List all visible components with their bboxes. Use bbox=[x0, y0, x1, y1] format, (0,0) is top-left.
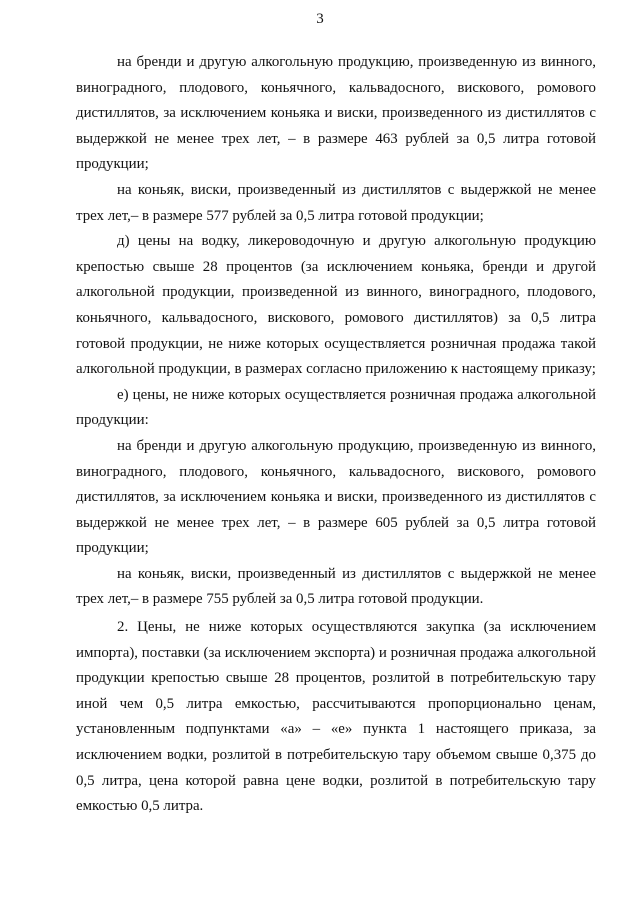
paragraph-vodka-prices: д) цены на водку, ликероводочную и другую алкогольную продукцию крепостью свыше 28 процентов (за исключением коньяка, бренди и другой алкогольной продукции, произведенной из винного, виноградного, плодового, коньячного, кальвадосного, вискового, ромового дистиллятов) за 0,5 литра готовой продукции, не ниже которых осуществляется розничная продажа такой алкогольной продукции, в размерах согласно приложению к настоящему приказу; bbox=[76, 233, 596, 378]
paragraph-cognac-retail: на коньяк, виски, произведенный из дистиллятов с выдержкой не менее трех лет,– в размере 755 рублей за 0,5 литра готовой продукции. bbox=[76, 565, 596, 608]
paragraph-cognac-purchase: на коньяк, виски, произведенный из дистиллятов с выдержкой не менее трех лет,– в размере 577 рублей за 0,5 литра готовой продукции; bbox=[76, 181, 596, 224]
paragraph-section-2: 2. Цены, не ниже которых осуществляются закупка (за исключением импорта), поставки (за исключением экспорта) и розничная продажа алкогольной продукции крепостью свыше 28 процентов, розлитой в потребительскую тару иной чем 0,5 литра емкостью, рассчитываются пропорционально ценам, установленным подпунктами «а» – «е» пункта 1 настоящего приказа, за исключением водки, розлитой в потребительскую тару объемом свыше 0,375 до 0,5 литра, цена которой равна цене водки, розлитой в потребительскую тару емкостью 0,5 литра. bbox=[76, 619, 596, 815]
paragraph-brandy-retail: на бренди и другую алкогольную продукцию, произведенную из винного, виноградного, плодового, коньячного, кальвадосного, вискового, ромового дистиллятов, за исключением коньяка и виски, произведенного из дистиллятов с выдержкой не менее трех лет, – в размере 605 рублей за 0,5 литра готовой продукции; bbox=[76, 437, 596, 557]
paragraph-retail-prices-intro: е) цены, не ниже которых осуществляется розничная продажа алкогольной продукции: bbox=[76, 386, 596, 429]
document-body bbox=[76, 50, 596, 820]
paragraph-brandy-purchase: на бренди и другую алкогольную продукцию, произведенную из винного, виноградного, плодового, коньячного, кальвадосного, вискового, ромового дистиллятов, за исключением коньяка и виски, произведенного из дистиллятов с выдержкой не менее трех лет, – в размере 463 рублей за 0,5 литра готовой продукции; bbox=[76, 54, 596, 173]
page-number: 3 bbox=[316, 11, 324, 27]
